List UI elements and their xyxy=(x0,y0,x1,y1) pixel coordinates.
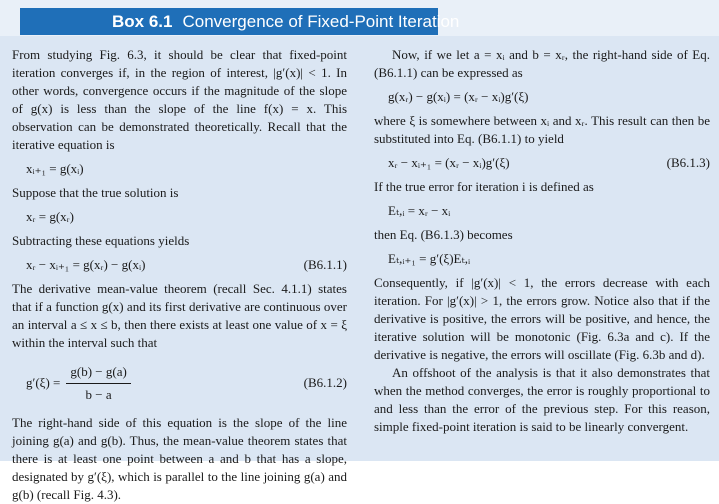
equation xyxy=(374,82,710,112)
box-header xyxy=(0,0,719,36)
equation xyxy=(12,352,347,414)
fraction-denominator: b − a xyxy=(85,386,112,402)
paragraph: The derivative mean-value theorem (recall Sec. 4.1.1) states that if a function g(x) and its first derivative are continuous over an interval a ≤ x ≤ b, then there exists at least one value of x = ξ within the interval such that xyxy=(12,281,347,350)
equation-text: g(xᵣ) − g(xᵢ) = (xᵣ − xᵢ)g′(ξ) xyxy=(388,89,529,104)
equation-lhs: g′(ξ) = xyxy=(26,375,61,390)
equation xyxy=(12,154,347,184)
fraction xyxy=(66,363,130,404)
paragraph: The right-hand side of this equation is the slope of the line joining g(a) and g(b). Thus, the mean-value theorem states that there is at least one point between a and b that has a slope, designated by g′(ξ), which is parallel to the line joining g(a) and g(b) (recall Fig. 4.3). xyxy=(12,415,347,502)
equation-text: Eₜ,ᵢ = xᵣ − xᵢ xyxy=(388,203,451,218)
equation-number: (B6.1.2) xyxy=(303,375,347,390)
equation-text: xᵣ − xᵢ₊₁ = g(xᵣ) − g(xᵢ) xyxy=(26,257,146,272)
paragraph: Consequently, if |g′(x)| < 1, the errors decrease with each iteration. For |g′(x)| > 1, the errors grow. Notice also that if the derivative is positive, the errors will be positive, and hence, the iterative solution will be monotonic (Fig. 6.3a and c). If the derivative is negative, the errors will oscillate (Fig. 6.3b and d). xyxy=(374,275,710,362)
paragraph: Subtracting these equations yields xyxy=(12,233,190,248)
equation-number: (B6.1.3) xyxy=(666,155,710,170)
equation-number: (B6.1.1) xyxy=(303,257,347,272)
paragraph: From studying Fig. 6.3, it should be clear that fixed-point iteration converges if, in the region of interest, |g′(x)| < 1. In other words, convergence occurs if the magnitude of the slope of g(x) is less than the slope of the line f(x) = x. This observation can be demonstrated theoretically. Recall that the iterative equation is xyxy=(12,47,347,152)
equation xyxy=(12,250,347,280)
paragraph: Suppose that the true solution is xyxy=(12,185,179,200)
right-column xyxy=(374,46,710,436)
equation-text: xᵣ = g(xᵣ) xyxy=(26,209,74,224)
paragraph: Now, if we let a = xᵢ and b = xᵣ, the right-hand side of Eq. (B6.1.1) can be expressed as xyxy=(374,47,710,80)
box-number: Box 6.1 xyxy=(112,12,173,31)
equation-text: xᵢ₊₁ = g(xᵢ) xyxy=(26,161,84,176)
equation xyxy=(374,196,710,226)
left-column xyxy=(12,46,347,504)
paragraph: If the true error for iteration i is defined as xyxy=(374,179,594,194)
fraction-numerator: g(b) − g(a) xyxy=(66,363,130,384)
equation xyxy=(374,244,710,274)
equation-text: Eₜ,ᵢ₊₁ = g′(ξ)Eₜ,ᵢ xyxy=(388,251,471,266)
equation xyxy=(12,202,347,232)
paragraph: An offshoot of the analysis is that it also demonstrates that when the method converges, the error is roughly proportional to and less than the error of the previous step. For this reason, simple fixed-point iteration is said to be linearly convergent. xyxy=(374,365,710,434)
equation-text: xᵣ − xᵢ₊₁ = (xᵣ − xᵢ)g′(ξ) xyxy=(388,155,510,170)
paragraph: then Eq. (B6.1.3) becomes xyxy=(374,227,513,242)
equation xyxy=(374,148,710,178)
box-title-text: Convergence of Fixed-Point Iteration xyxy=(182,12,460,31)
box-title xyxy=(112,9,459,35)
paragraph: where ξ is somewhere between xᵢ and xᵣ. This result can then be substituted into Eq. (B6.1.1) to yield xyxy=(374,113,710,146)
